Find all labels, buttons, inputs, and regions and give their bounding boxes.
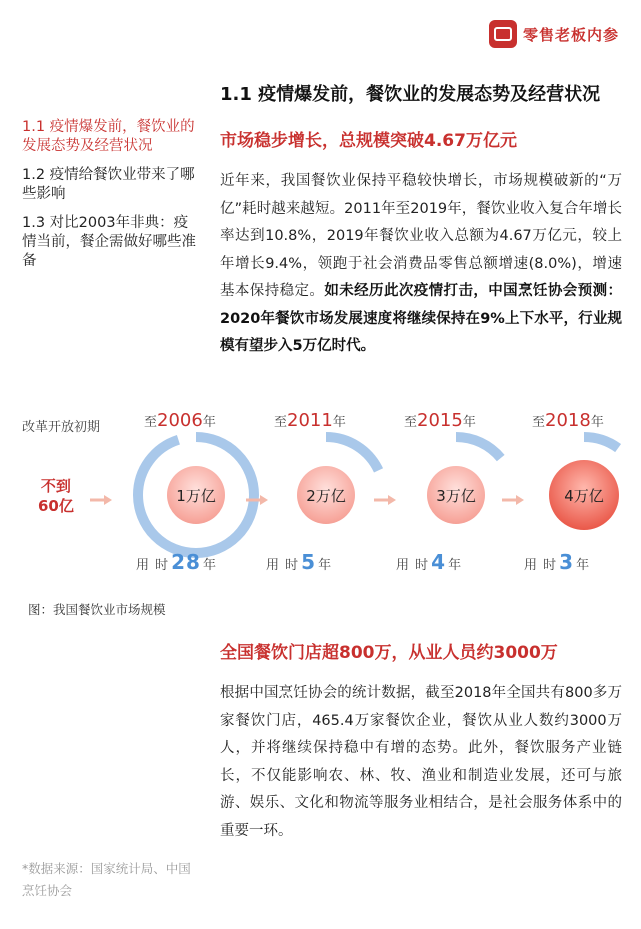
subtitle-stores-employees: 全国餐饮门店超800万，从业人员约3000万 [220, 643, 558, 663]
milestone-duration: 用 时 4 年 [396, 550, 463, 574]
milestone-duration: 用 时 28 年 [136, 550, 217, 574]
subtitle-market-growth: 市场稳步增长，总规模突破4.67万亿元 [220, 131, 517, 151]
brand-logo-icon [489, 20, 517, 48]
milestone-ring [131, 430, 261, 560]
arrow-right-icon [246, 490, 268, 500]
timeline-start-value [38, 476, 74, 516]
milestone-duration: 用 时 5 年 [266, 550, 333, 574]
source-note: *数据来源：国家统计局、中国烹饪协会 [22, 861, 191, 898]
arrow-right-icon [90, 490, 112, 500]
brand-logo-text: 零售老板内参 [522, 25, 619, 44]
milestone-value: 2万亿 [297, 466, 355, 524]
milestone-value: 1万亿 [167, 466, 225, 524]
milestone-year: 2006 [157, 410, 203, 431]
milestone-year: 2018 [545, 410, 591, 431]
milestone-duration: 用 时 3 年 [524, 550, 591, 574]
toc-item-1-1[interactable]: 1.1 疫情爆发前，餐饮业的发展态势及经营状况 [22, 119, 195, 154]
toc-item-1-3[interactable]: 1.3 对比2003年非典：疫情当前，餐企需做好哪些准备 [22, 215, 196, 269]
milestone-value: 4万亿 [549, 460, 619, 530]
milestone-year: 2011 [287, 410, 333, 431]
paragraph-market-growth [220, 168, 622, 361]
toc-item-1-2[interactable]: 1.2 疫情给餐饮业带来了哪些影响 [22, 167, 195, 202]
milestone-value: 3万亿 [427, 466, 485, 524]
milestone-ring [261, 430, 391, 560]
arrow-right-icon [374, 490, 396, 500]
section-title: 1.1 疫情爆发前，餐饮业的发展态势及经营状况 [220, 84, 601, 105]
paragraph-market-growth-text: 近年来，我国餐饮业保持平稳较快增长，市场规模破新的“万亿”耗时越来越短。2011年至2019年，餐饮业收入复合年增长率达到10.8%，2019年餐饮业收入总额为4.67万亿元，较上年增长9.4%，领跑于社会消费品零售总额增速(8.0%)，增速基本保持稳定。 [220, 173, 622, 299]
milestone-years-taken: 3 [559, 550, 575, 574]
milestone-ring [519, 430, 641, 560]
milestone-year-label: 至2011年 [274, 410, 346, 431]
table-of-contents [22, 118, 197, 281]
figure-caption: 图：我国餐饮业市场规模 [28, 602, 166, 617]
milestone-year: 2015 [417, 410, 463, 431]
brand-logo [489, 20, 619, 48]
paragraph-market-growth-bold: 如未经历此次疫情打击，中国烹饪协会预测：2020年餐饮市场发展速度将继续保持在9%上下水平，行业规模有望步入5万亿时代。 [220, 283, 622, 354]
milestone-year-label: 至2018年 [532, 410, 604, 431]
timeline-start-value-line2: 60亿 [38, 497, 74, 515]
milestone-years-taken: 5 [301, 550, 317, 574]
timeline-start-label: 改革开放初期 [22, 420, 101, 435]
milestone-year-label: 至2015年 [404, 410, 476, 431]
paragraph-stores-employees: 根据中国烹饪协会的统计数据，截至2018年全国共有800多万家餐饮门店，465.4万家餐饮企业，餐饮从业人数约3000万人，并将继续保持稳中有增的态势。此外，餐饮服务产业链长，不仅能影响农、林、牧、渔业和制造业发展，还可与旅游、娱乐、文化和物流等服务业相结合，是社会服务体系中的重要一环。 [220, 685, 622, 839]
market-scale-timeline [0, 400, 641, 590]
milestone-years-taken: 4 [431, 550, 447, 574]
milestone-year-label: 至2006年 [144, 410, 216, 431]
milestone-years-taken: 28 [171, 550, 201, 574]
arrow-right-icon [502, 490, 524, 500]
timeline-start-value-line1: 不到 [40, 477, 71, 495]
